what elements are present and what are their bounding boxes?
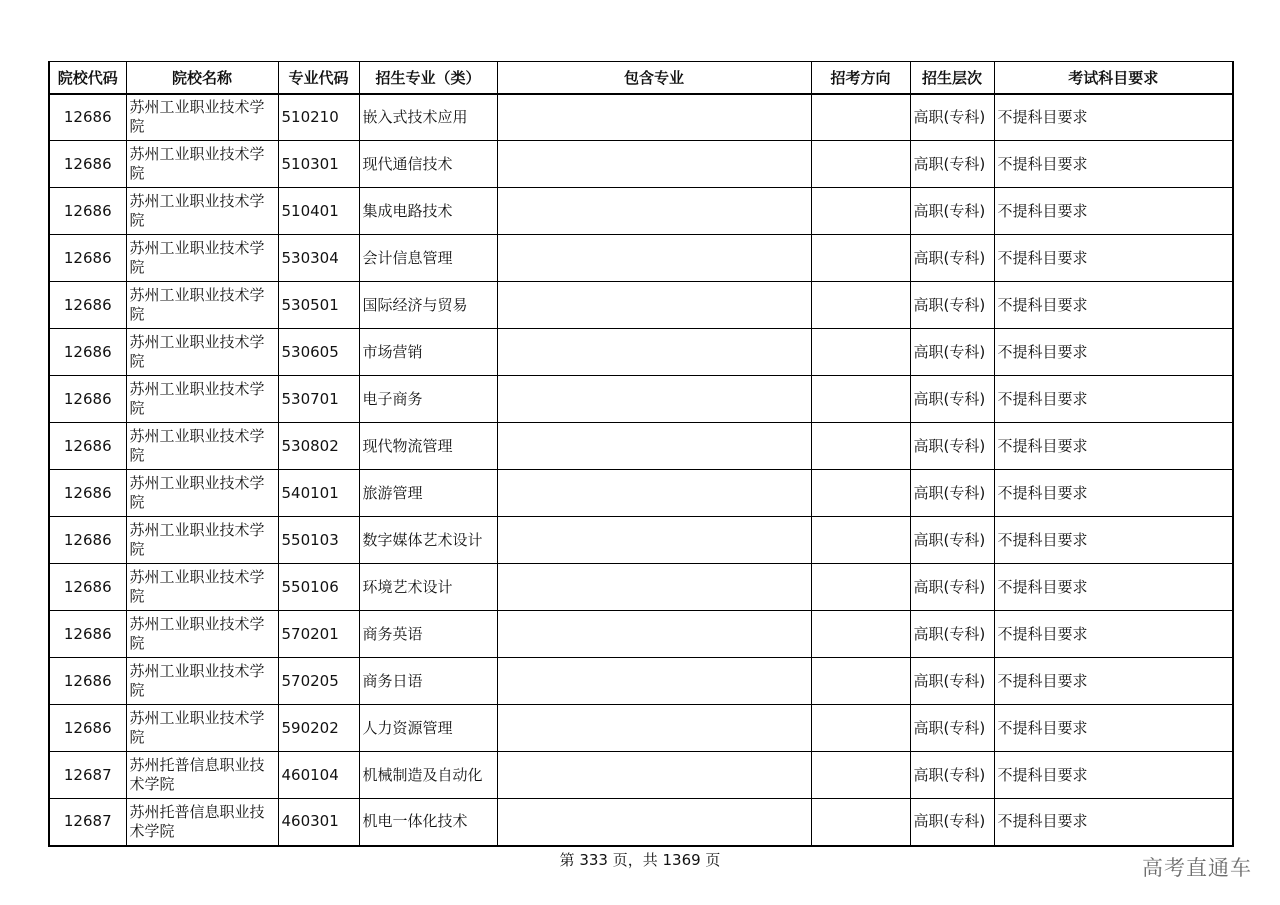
cell-level: 高职(专科): [910, 188, 994, 235]
cell-major-code: 510401: [278, 188, 359, 235]
cell-school-name: 苏州工业职业技术学院: [126, 658, 278, 705]
cell-major: 旅游管理: [359, 470, 497, 517]
cell-major-code: 530701: [278, 376, 359, 423]
cell-school-name: 苏州托普信息职业技术学院: [126, 799, 278, 846]
cell-level: 高职(专科): [910, 235, 994, 282]
cell-school-name: 苏州工业职业技术学院: [126, 188, 278, 235]
cell-requirement: 不提科目要求: [994, 611, 1233, 658]
cell-requirement: 不提科目要求: [994, 658, 1233, 705]
table-row: [49, 141, 1233, 188]
header-school-code: 院校代码: [49, 62, 126, 94]
cell-direction: [811, 329, 910, 376]
table-row: [49, 658, 1233, 705]
cell-major-code: 590202: [278, 705, 359, 752]
table-row: [49, 188, 1233, 235]
cell-major: 数字媒体艺术设计: [359, 517, 497, 564]
cell-included-majors: [497, 705, 811, 752]
cell-included-majors: [497, 376, 811, 423]
cell-school-code: 12687: [49, 752, 126, 799]
cell-school-code: 12686: [49, 423, 126, 470]
page-number: 第 333 页，共 1369 页: [559, 851, 721, 869]
cell-included-majors: [497, 141, 811, 188]
cell-direction: [811, 799, 910, 846]
cell-level: 高职(专科): [910, 470, 994, 517]
cell-level: 高职(专科): [910, 611, 994, 658]
cell-school-name: 苏州工业职业技术学院: [126, 705, 278, 752]
cell-major-code: 530605: [278, 329, 359, 376]
cell-school-code: 12686: [49, 188, 126, 235]
cell-major-code: 460301: [278, 799, 359, 846]
table-row: [49, 282, 1233, 329]
cell-school-code: 12686: [49, 235, 126, 282]
header-school-name: 院校名称: [126, 62, 278, 94]
cell-direction: [811, 376, 910, 423]
cell-major: 现代通信技术: [359, 141, 497, 188]
cell-requirement: 不提科目要求: [994, 376, 1233, 423]
cell-major-code: 540101: [278, 470, 359, 517]
cell-major: 机械制造及自动化: [359, 752, 497, 799]
cell-school-code: 12686: [49, 329, 126, 376]
cell-level: 高职(专科): [910, 141, 994, 188]
header-requirement: 考试科目要求: [994, 62, 1233, 94]
cell-requirement: 不提科目要求: [994, 94, 1233, 141]
cell-school-code: 12686: [49, 376, 126, 423]
cell-requirement: 不提科目要求: [994, 470, 1233, 517]
cell-school-name: 苏州工业职业技术学院: [126, 282, 278, 329]
cell-level: 高职(专科): [910, 658, 994, 705]
cell-major-code: 510210: [278, 94, 359, 141]
table-row: [49, 470, 1233, 517]
cell-included-majors: [497, 470, 811, 517]
cell-major: 电子商务: [359, 376, 497, 423]
header-row: [49, 62, 1233, 94]
cell-school-name: 苏州工业职业技术学院: [126, 564, 278, 611]
cell-school-name: 苏州托普信息职业技术学院: [126, 752, 278, 799]
cell-included-majors: [497, 658, 811, 705]
cell-school-code: 12686: [49, 282, 126, 329]
cell-school-name: 苏州工业职业技术学院: [126, 423, 278, 470]
cell-requirement: 不提科目要求: [994, 752, 1233, 799]
table-row: [49, 376, 1233, 423]
cell-major: 嵌入式技术应用: [359, 94, 497, 141]
cell-major: 现代物流管理: [359, 423, 497, 470]
table-body: [49, 94, 1233, 846]
header-major-code: 专业代码: [278, 62, 359, 94]
cell-major-code: 460104: [278, 752, 359, 799]
cell-major-code: 530304: [278, 235, 359, 282]
cell-direction: [811, 423, 910, 470]
cell-requirement: 不提科目要求: [994, 799, 1233, 846]
cell-requirement: 不提科目要求: [994, 564, 1233, 611]
cell-school-code: 12686: [49, 141, 126, 188]
cell-requirement: 不提科目要求: [994, 188, 1233, 235]
cell-school-name: 苏州工业职业技术学院: [126, 329, 278, 376]
cell-school-name: 苏州工业职业技术学院: [126, 470, 278, 517]
cell-included-majors: [497, 423, 811, 470]
cell-school-name: 苏州工业职业技术学院: [126, 235, 278, 282]
cell-included-majors: [497, 517, 811, 564]
cell-major: 人力资源管理: [359, 705, 497, 752]
cell-major-code: 550106: [278, 564, 359, 611]
cell-major: 环境艺术设计: [359, 564, 497, 611]
cell-included-majors: [497, 799, 811, 846]
cell-direction: [811, 705, 910, 752]
cell-level: 高职(专科): [910, 705, 994, 752]
cell-major-code: 550103: [278, 517, 359, 564]
cell-level: 高职(专科): [910, 517, 994, 564]
table-row: [49, 235, 1233, 282]
cell-direction: [811, 611, 910, 658]
cell-major-code: 530802: [278, 423, 359, 470]
table-row: [49, 611, 1233, 658]
cell-major: 商务日语: [359, 658, 497, 705]
cell-level: 高职(专科): [910, 376, 994, 423]
cell-school-name: 苏州工业职业技术学院: [126, 376, 278, 423]
enrollment-table: [48, 61, 1234, 847]
cell-requirement: 不提科目要求: [994, 141, 1233, 188]
header-level: 招生层次: [910, 62, 994, 94]
cell-school-name: 苏州工业职业技术学院: [126, 94, 278, 141]
cell-major: 集成电路技术: [359, 188, 497, 235]
cell-included-majors: [497, 235, 811, 282]
cell-major: 国际经济与贸易: [359, 282, 497, 329]
cell-major: 机电一体化技术: [359, 799, 497, 846]
cell-requirement: 不提科目要求: [994, 517, 1233, 564]
cell-level: 高职(专科): [910, 94, 994, 141]
cell-school-code: 12686: [49, 658, 126, 705]
table-row: [49, 752, 1233, 799]
cell-school-code: 12686: [49, 517, 126, 564]
table-row: [49, 517, 1233, 564]
watermark-text: 高考直通车: [1142, 856, 1252, 880]
cell-direction: [811, 141, 910, 188]
cell-major-code: 510301: [278, 141, 359, 188]
cell-requirement: 不提科目要求: [994, 329, 1233, 376]
cell-included-majors: [497, 752, 811, 799]
cell-included-majors: [497, 329, 811, 376]
cell-included-majors: [497, 282, 811, 329]
table-row: [49, 705, 1233, 752]
cell-direction: [811, 94, 910, 141]
header-included-majors: 包含专业: [497, 62, 811, 94]
cell-included-majors: [497, 564, 811, 611]
cell-included-majors: [497, 611, 811, 658]
cell-school-name: 苏州工业职业技术学院: [126, 517, 278, 564]
cell-level: 高职(专科): [910, 799, 994, 846]
cell-included-majors: [497, 94, 811, 141]
cell-level: 高职(专科): [910, 752, 994, 799]
cell-school-name: 苏州工业职业技术学院: [126, 611, 278, 658]
cell-level: 高职(专科): [910, 423, 994, 470]
table-row: [49, 423, 1233, 470]
cell-major-code: 530501: [278, 282, 359, 329]
cell-direction: [811, 658, 910, 705]
cell-major: 市场营销: [359, 329, 497, 376]
cell-direction: [811, 235, 910, 282]
cell-school-code: 12687: [49, 799, 126, 846]
cell-major: 商务英语: [359, 611, 497, 658]
cell-direction: [811, 564, 910, 611]
cell-level: 高职(专科): [910, 329, 994, 376]
cell-school-code: 12686: [49, 564, 126, 611]
cell-major: 会计信息管理: [359, 235, 497, 282]
table-row: [49, 564, 1233, 611]
cell-direction: [811, 470, 910, 517]
cell-direction: [811, 282, 910, 329]
table-row: [49, 94, 1233, 141]
table-row: [49, 329, 1233, 376]
cell-requirement: 不提科目要求: [994, 235, 1233, 282]
table-row: [49, 799, 1233, 846]
cell-school-code: 12686: [49, 611, 126, 658]
cell-school-code: 12686: [49, 94, 126, 141]
cell-requirement: 不提科目要求: [994, 423, 1233, 470]
cell-direction: [811, 517, 910, 564]
header-direction: 招考方向: [811, 62, 910, 94]
cell-requirement: 不提科目要求: [994, 282, 1233, 329]
header-major: 招生专业（类）: [359, 62, 497, 94]
cell-direction: [811, 752, 910, 799]
cell-level: 高职(专科): [910, 564, 994, 611]
cell-direction: [811, 188, 910, 235]
cell-major-code: 570201: [278, 611, 359, 658]
cell-requirement: 不提科目要求: [994, 705, 1233, 752]
cell-included-majors: [497, 188, 811, 235]
cell-major-code: 570205: [278, 658, 359, 705]
cell-school-name: 苏州工业职业技术学院: [126, 141, 278, 188]
cell-level: 高职(专科): [910, 282, 994, 329]
cell-school-code: 12686: [49, 470, 126, 517]
cell-school-code: 12686: [49, 705, 126, 752]
